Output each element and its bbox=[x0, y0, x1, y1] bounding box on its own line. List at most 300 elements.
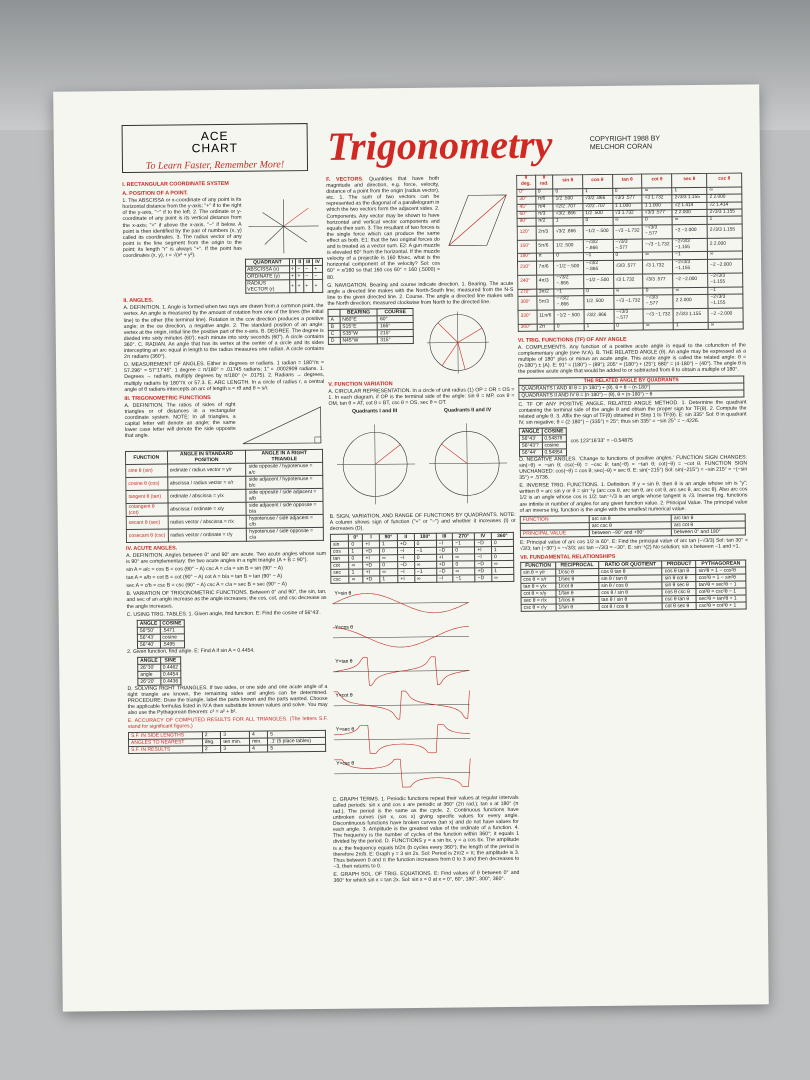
table-cell: −√3/3 −.577 bbox=[643, 225, 673, 239]
table-cell: ∞ bbox=[708, 251, 743, 259]
table-cell: 0.54878 bbox=[542, 435, 566, 442]
trigonometry-chart-sheet bbox=[53, 84, 769, 1011]
table-cell: ∞ bbox=[673, 287, 708, 295]
table-cell: 1/cot θ bbox=[556, 583, 599, 590]
table-cell: 1 1.000 bbox=[642, 202, 672, 210]
table-cell: cot θ sec θ bbox=[663, 603, 697, 610]
table-cell: abscissa / radius vector = x/r bbox=[167, 476, 246, 490]
sine-lookup-table bbox=[137, 656, 181, 685]
table-cell: −2 −2.000 bbox=[708, 308, 743, 322]
column-2 bbox=[326, 175, 520, 977]
table-cell: tan²θ = sec²θ − 1 bbox=[696, 581, 746, 589]
table-cell: 0 bbox=[642, 217, 672, 225]
graph-curve bbox=[332, 592, 468, 613]
table-cell: 1 bbox=[707, 216, 742, 224]
graph-axis bbox=[333, 636, 469, 637]
table-cell: −1 bbox=[583, 253, 613, 261]
table-cell: + bbox=[296, 273, 304, 280]
table-cell: 1 bbox=[584, 323, 614, 331]
table-header: 180° bbox=[414, 533, 436, 540]
table-cell: 1/2 .500 bbox=[554, 239, 584, 253]
table-header: THE RELATED ANGLE BY QUADRANTS bbox=[519, 376, 744, 385]
paragraph: E. GRAPH SOL. OF TRIG. EQUATIONS. E: Find values of θ between 0° and 360° for which sin x = tan 2x. Sol: sin x = 0 at x = 0°, 60°, 180°, 300°, 360°. bbox=[333, 869, 520, 884]
quadrant-label: Quadrants I and III bbox=[351, 408, 398, 415]
cosine-lookup-table bbox=[137, 619, 185, 648]
paragraph: G. NAVIGATION. Bearing and course indicate direction. 1. Bearing. The acute angle a directed line makes with the North-South line; measured from the N-S line to the given directed line. 2. Course. The angle a directed line makes with the North direction; measured clockwise from North to the directed line. bbox=[327, 280, 514, 307]
section-title: IV. ACUTE ANGLES. bbox=[125, 545, 178, 552]
table-cell: 5 bbox=[268, 745, 326, 753]
table-cell: cosine θ (cos) bbox=[126, 477, 168, 490]
table-cell: tan θ = y/x bbox=[521, 583, 556, 590]
table-cell: −2 −2.000 bbox=[673, 273, 708, 287]
table-cell: 1 bbox=[492, 567, 514, 574]
table-header: RECIPROCAL bbox=[555, 562, 598, 569]
table-cell: sin θ cot θ bbox=[662, 575, 696, 582]
table-cell: −√3 −1.732 bbox=[643, 308, 673, 322]
table-cell: ANGLES TO NEAREST bbox=[128, 739, 202, 747]
table-header: III bbox=[436, 533, 453, 540]
table-cell: cotangent θ (cot) bbox=[126, 503, 168, 516]
graph-label: Y=cot θ bbox=[335, 692, 353, 699]
table-cell: +D bbox=[436, 561, 453, 568]
table-row bbox=[518, 322, 743, 332]
table-cell: 1 bbox=[491, 546, 513, 553]
paragraph: C. TF OF ANY POSITIVE ANGLE, RELATED ANGLE METHOD. 1. Determine the quadrant containing the terminal side of the angle θ and obtain the proper sign for TF(θ). 2. Compute the related angle θ. 3. Affix the sign of TF(θ) obtained in Step 1 to TF(θ). E: sin 335° Sol: θ in quadrant IV, sin negative; θ = (2·180°) − (335°) = 25°; thus sin 335° = −sin 25° = −.4226. bbox=[518, 398, 747, 426]
table-header: II bbox=[397, 533, 414, 540]
table-cell: deg. bbox=[202, 739, 221, 746]
fundamental-relationships-table bbox=[520, 559, 747, 611]
table-cell: 0 bbox=[380, 561, 398, 568]
table-header: PRODUCT bbox=[662, 561, 696, 568]
column-3 bbox=[516, 172, 752, 984]
brand-tagline: To Learn Faster, Remember More! bbox=[145, 159, 285, 172]
table-cell: csc²θ = cot²θ + 1 bbox=[696, 602, 746, 610]
table-cell: −√3 −1.732 bbox=[613, 295, 643, 309]
table-cell: 56°50' bbox=[137, 627, 160, 634]
paragraph: 1. The ABSCISSA or x-coordinate of any point is its horizontal distance from the y-axis; "+" if to the right of the y-axis, "−" if to the left. 2. The ordinate or y-coordinate of any point is its vertical distance from the x-axis; "+" if above the x-axis, "−" if below. A point is then identified by the pair of numbers (x, y) called its coordinates. 3. The radius vector of any point is the line segment from the origin to the point; its length "r" is always "+". If the point has coordinates (x, y), r = √(x² + y²). bbox=[122, 196, 242, 260]
table-cell: −√3/3 −.577 bbox=[613, 239, 643, 253]
paragraph: B. VARIATION OF TRIGONOMETRIC FUNCTIONS. Between 0° and 90°, the sin, tan, and sec of an angle increase as the angle increases; the cos, cot, and csc decrease as the angle increases. bbox=[126, 589, 327, 610]
table-cell: −2 −2.000 bbox=[672, 224, 707, 238]
brand-line1: ACE bbox=[200, 128, 229, 144]
table-cell: −I bbox=[398, 568, 415, 575]
table-cell: tangent θ (tan) bbox=[126, 490, 168, 503]
table-cell: hypotenuse / side opposite = c/a bbox=[247, 527, 324, 541]
table-cell: 0 bbox=[380, 547, 398, 554]
table-cell: cot θ / cos θ bbox=[599, 603, 663, 611]
compass-diagram bbox=[417, 307, 498, 378]
table-cell: ORDINATE (y) bbox=[246, 273, 290, 280]
table-cell: −√3 −1.732 bbox=[643, 238, 673, 252]
table-cell: 1/sin θ bbox=[556, 604, 599, 611]
function-graph bbox=[331, 619, 471, 654]
table-cell: − bbox=[304, 266, 313, 273]
table-cell: −√3/2 −.866 bbox=[583, 260, 613, 274]
table-header: ANGLE IN A RIGHT TRIANGLE bbox=[246, 449, 323, 463]
table-cell: 1 bbox=[672, 187, 707, 195]
paragraph: D. MEASUREMENT OF ANGLES. Either in degrees or radians. 1 radian = 180°/π = 57.296° = 57°17'45". 1 degree = π/180° = .01745 radians; 1" = .0002909 radians. 1. Degrees → radians, multiply degrees by π/180° (= .0175). 2. Radians → degrees, multiply radians by 180°/π or 57.3. E. ARC LENGTH. In a circle of radius r, a central angle of θ radians intercepts an arc of length s = rθ and θ = s/r. bbox=[124, 360, 325, 393]
table-cell: 4 bbox=[249, 731, 267, 738]
table-header: COSINE bbox=[160, 620, 184, 627]
table-cell: 2 2.000 bbox=[673, 294, 708, 308]
table-cell: 60° bbox=[377, 315, 413, 322]
table-cell: √3/2 .866 bbox=[583, 196, 613, 204]
table-header: sin θ bbox=[553, 175, 583, 189]
table-cell: S.F. IN SIDE LENGTHS bbox=[128, 732, 202, 740]
graph-label: Y=sin θ bbox=[334, 590, 352, 597]
principal-value-table bbox=[520, 513, 746, 537]
table-cell: +I bbox=[363, 555, 380, 562]
table-cell: +D bbox=[475, 567, 492, 574]
coordinate-figure-block bbox=[244, 196, 323, 294]
table-cell: √2 1.414 bbox=[672, 202, 707, 210]
table-header: SINE bbox=[160, 657, 180, 664]
table-header: COURSE bbox=[377, 308, 413, 315]
table-cell: 3 bbox=[221, 732, 250, 739]
table-cell: π/3 bbox=[536, 211, 554, 219]
section-title: III. TRIGONOMETRIC FUNCTIONS bbox=[124, 394, 211, 402]
table-cell: −√3/3 −.577 bbox=[614, 309, 644, 323]
table-cell: −1 bbox=[414, 547, 436, 554]
table-cell: +I bbox=[363, 541, 380, 548]
table-cell: 0 bbox=[535, 189, 553, 197]
chart-header bbox=[53, 84, 760, 181]
table-cell: ∞ bbox=[642, 188, 672, 196]
navigation-block bbox=[327, 307, 514, 379]
table-header: RATIO OR QUOTIENT bbox=[598, 561, 662, 569]
table-cell: 5 bbox=[268, 731, 326, 739]
table-cell: csc θ tan θ bbox=[662, 596, 696, 603]
table-row bbox=[138, 678, 181, 685]
table-cell: cos θ tan θ bbox=[662, 568, 696, 575]
table-cell: arc tan θ bbox=[671, 514, 745, 522]
table-cell: − bbox=[296, 266, 304, 273]
table-cell: 60° bbox=[517, 211, 536, 219]
copyright-line1: COPYRIGHT 1988 BY bbox=[589, 135, 661, 144]
table-header: PYTHAGOREAN bbox=[696, 560, 746, 568]
table-cell: −√3/2 −.866 bbox=[554, 274, 584, 288]
table-header: θ rad. bbox=[535, 175, 553, 189]
table-cell: 0.4462 bbox=[160, 664, 180, 671]
table-cell: √3/3 .577 bbox=[612, 195, 642, 203]
table-cell: 2 2.000 bbox=[707, 238, 742, 252]
section-title: V. FUNCTION VARIATION bbox=[328, 381, 393, 388]
table-cell: sin bbox=[330, 541, 348, 548]
paragraph: B. SIGN, VARIATION, AND RANGE OF FUNCTIONS BY QUADRANTS. NOTE: A column shows sign of function ("+" or "−") and whether it increases (I) or decreases (D). bbox=[329, 511, 516, 532]
table-cell: −I bbox=[398, 547, 415, 554]
table-cell: 0 bbox=[584, 288, 614, 296]
table-cell: cos²θ = 1 − sin²θ bbox=[696, 574, 746, 582]
table-cell: + bbox=[290, 280, 297, 293]
table-cell: − bbox=[304, 273, 313, 280]
table-cell: ∞ bbox=[492, 560, 514, 567]
table-cell: side opposite / hypotenuse = a/c bbox=[246, 462, 323, 476]
table-cell: between −90° and +90° bbox=[589, 528, 671, 536]
table-cell: sec bbox=[331, 569, 349, 576]
table-cell: −√3/2 −.866 bbox=[583, 239, 613, 253]
interpolation-result: cos 123°16'33" = −0.54875 bbox=[570, 437, 633, 445]
table-cell: S.F. IN RESULTS bbox=[129, 746, 203, 754]
function-graph bbox=[332, 755, 472, 790]
table-cell: 1/tan θ bbox=[556, 590, 599, 597]
table-cell: N45°W bbox=[340, 337, 378, 344]
table-cell: ∞ bbox=[414, 575, 436, 582]
table-cell: sin θ / cos θ bbox=[599, 582, 663, 590]
table-cell: 45° bbox=[517, 204, 536, 212]
section-title: VII. FUNDAMENTAL RELATIONSHIPS bbox=[520, 553, 616, 561]
paragraph: 2. Given function, find angle. E: Find A if sin A = 0.4454. bbox=[127, 647, 255, 655]
table-header: COSINE bbox=[542, 428, 566, 435]
table-cell: −√3/2 −.866 bbox=[554, 296, 584, 310]
table-cell: sin θ = y/r bbox=[521, 569, 556, 576]
table-cell: 1 bbox=[379, 540, 397, 547]
table-cell: 56°44' bbox=[519, 449, 542, 456]
table-cell: + bbox=[290, 266, 294, 273]
table-cell: 2√3/3 1.155 bbox=[707, 209, 742, 217]
table-cell: − bbox=[313, 273, 323, 280]
table-row bbox=[246, 280, 323, 294]
section-title: VI. TRIG. FUNCTIONS (TF) OF ANY ANGLE bbox=[517, 336, 627, 344]
vector-parallelogram-diagram bbox=[442, 175, 513, 254]
table-cell: radius vector / abscissa = r/x bbox=[168, 515, 247, 529]
formula-line: sec A = c/b = csc B = csc (90° − A) csc A = c/a = sec B = sec (90° − A) bbox=[126, 581, 287, 590]
table-cell: 0 bbox=[612, 188, 642, 196]
table-cell: −D bbox=[475, 539, 492, 546]
table-cell: side opposite / side adjacent = a/b bbox=[246, 488, 323, 502]
table-cell: 0 bbox=[583, 218, 613, 226]
table-cell: +D bbox=[363, 576, 380, 583]
table-header: ANGLE bbox=[138, 657, 161, 664]
table-cell: QUADRANTS II AND IV θ = (n·180°) − (θ), θ = (n·180°) − θ bbox=[519, 390, 744, 399]
brand-line2: CHART bbox=[191, 140, 238, 156]
table-cell: √3/2 .866 bbox=[584, 309, 614, 323]
paragraph: E. ACCURACY OF COMPUTED RESULTS FOR ALL TRIANGLES. (The letters S.F. stand for significant figures.) bbox=[127, 716, 328, 731]
table-cell: √2/2 .707 bbox=[583, 203, 613, 211]
table-cell: cot θ = x/y bbox=[521, 590, 556, 597]
table-cell: √3 1.732 bbox=[643, 260, 673, 274]
table-cell: 2√3/3 1.155 bbox=[673, 308, 708, 322]
paragraph: E: Principal value of arc cos 1/2 is 60°. E: Find the principal value of arc tan (−√3/3) Sol: tan 30° = √3/3; tan (−30°) = −√3/3; arc tan −√3/3 = −30°. E: sin⁻¹(2) No solution; sin x between −1 and +1. bbox=[519, 537, 748, 552]
table-cell: 2 bbox=[202, 746, 221, 753]
table-cell: 1/2 .500 bbox=[583, 210, 613, 218]
table-cell: 0.54854 bbox=[542, 449, 566, 456]
table-cell: side adjacent / hypotenuse = b/c bbox=[246, 475, 323, 489]
table-cell: 1 bbox=[349, 548, 363, 555]
table-cell: FUNCTION bbox=[520, 515, 589, 523]
table-cell: −1 bbox=[414, 568, 436, 575]
paragraph: C. GRAPH TERMS. 1. Periodic functions repeat their values at regular intervals called periods: sin x and cos x are periodic at 360° (2π rad.); tan x at 180° (π rad.). The period is the same as the cycle. 2. Continuous functions have unbroken curves (sin x, cos x) giving specific values for every angle. Discontinuous functions have broken curves (tan x) and do not have values for each angle. 3. Amplitude is the greatest value of the ordinate of a function. 4. The frequency is the number of cycles of the function within 360°; it equals 1 divided by the period. D. FUNCTIONS y = a sin bx, y = a cos bx. The amplitude is a; the frequency equals b/2π (b cycles every 360°); the length of the period is therefore 2π/b. E: Graph y = 3 sin 2x. Sol: Period is 2π/2 = π; the amplitude is 3. Thus between 0 and π the function increases from 0 to 3 and then decreases to −3, then returns to 0. bbox=[332, 794, 520, 870]
table-cell: −1 bbox=[554, 288, 584, 296]
table-cell: √3 1.732 bbox=[642, 195, 672, 203]
table-cell: √3/3 .577 bbox=[643, 273, 673, 287]
table-cell: .5495 bbox=[160, 641, 184, 648]
table-cell: +D bbox=[397, 540, 414, 547]
paragraph: A. DEFINITION. The ratios of sides of right triangles or of distances in a rectangular coordinate system. NOTE: In all triangles, a capital letter will denote an angle; the same lower case letter will denote the side opposite that angle. bbox=[124, 401, 236, 440]
table-header: 360° bbox=[491, 532, 513, 539]
table-cell: −1/2 −.500 bbox=[584, 274, 614, 288]
table-cell: 1 bbox=[349, 569, 363, 576]
table-cell: sec²θ = tan²θ + 1 bbox=[696, 595, 746, 603]
table-cell: 0 bbox=[554, 323, 584, 331]
quadrant-label: Quadrants II and IV bbox=[443, 407, 492, 414]
function-graphs bbox=[330, 585, 472, 796]
table-cell: N60°E bbox=[340, 316, 378, 323]
table-cell: 1/cos θ bbox=[556, 597, 599, 604]
table-cell: −1/2 −.500 bbox=[554, 309, 584, 323]
table-cell: 360° bbox=[518, 324, 537, 332]
table-cell: −D bbox=[436, 568, 453, 575]
table-cell: tan θ / sin θ bbox=[599, 596, 663, 604]
table-cell: 1/2 .500 bbox=[584, 295, 614, 309]
table-cell: 180° bbox=[517, 254, 536, 262]
table-cell: sin θ sec θ bbox=[662, 582, 696, 589]
table-cell: PRINCIPAL VALUE bbox=[520, 529, 589, 537]
table-cell: 0 bbox=[491, 539, 513, 546]
table-cell: ordinate / abscissa = y/x bbox=[167, 489, 246, 503]
special-angles-table bbox=[516, 173, 744, 332]
table-cell: ten min. bbox=[221, 739, 250, 746]
table-header: cos θ bbox=[583, 174, 613, 188]
table-cell: cos θ tan θ bbox=[599, 568, 663, 576]
section-title: I. RECTANGULAR COORDINATE SYSTEM bbox=[122, 180, 229, 189]
table-cell: sin²θ = 1 − cos²θ bbox=[696, 567, 746, 575]
table-cell: ∞ bbox=[349, 576, 363, 583]
table-cell: 0 bbox=[349, 555, 363, 562]
table-cell: −2√3/3 −1.155 bbox=[708, 294, 743, 308]
table-cell: RADIUS VECTOR (r) bbox=[246, 280, 290, 293]
function-definition-table bbox=[125, 449, 324, 543]
table-cell: ABSCISSA (x) bbox=[246, 266, 290, 273]
table-cell: secant θ (sec) bbox=[126, 516, 168, 529]
table-cell: 26°30' bbox=[138, 664, 161, 671]
table-header: ANGLE IN STANDARD POSITION bbox=[167, 450, 246, 464]
table-row bbox=[126, 527, 323, 542]
table-cell: +I bbox=[436, 554, 453, 561]
table-cell: ∞ bbox=[492, 574, 514, 581]
table-cell: −√3 −1.732 bbox=[613, 225, 643, 239]
function-graph bbox=[332, 721, 472, 756]
table-cell: √2/2 .707 bbox=[553, 203, 583, 211]
table-cell: +D bbox=[363, 562, 380, 569]
table-cell: √3/2 .866 bbox=[553, 211, 583, 219]
table-cell: 0 bbox=[554, 253, 584, 261]
table-cell: + bbox=[313, 280, 323, 293]
table-cell: side adjacent / side opposite = b/a bbox=[246, 501, 323, 515]
table-cell: ∞ bbox=[414, 561, 436, 568]
table-row bbox=[520, 528, 745, 537]
table-cell: 2√3/3 1.155 bbox=[707, 224, 742, 238]
unit-circle-diagrams bbox=[329, 413, 516, 511]
table-header: II bbox=[296, 259, 304, 266]
quadrant-sign-table bbox=[245, 258, 323, 294]
table-cell: 1/2 .500 bbox=[553, 196, 583, 204]
table-cell: −I bbox=[436, 575, 453, 582]
table-cell: 5π/6 bbox=[536, 240, 554, 254]
table-cell: −D bbox=[398, 561, 415, 568]
table-cell: min. bbox=[250, 738, 268, 745]
table-header: IV bbox=[475, 532, 492, 539]
coordinate-block bbox=[122, 196, 323, 295]
graph-curve bbox=[333, 656, 469, 685]
table-cell: 0 bbox=[414, 540, 436, 547]
table-cell: 210° bbox=[518, 261, 537, 275]
table-cell: cosecant θ (csc) bbox=[126, 529, 168, 542]
table-header: IV bbox=[313, 259, 323, 266]
table-cell: 0.4454 bbox=[160, 671, 180, 678]
table-cell: C bbox=[328, 330, 340, 337]
table-row bbox=[521, 602, 746, 611]
paragraph: D. SOLVING RIGHT TRIANGLES. If two sides, or one side and one acute angle of a right triangle are known, the remaining sides and angles can be determined. PROCEDURE: Draw the triangle, label the parts known and the parts wanted. Choose the applicable formulas listed in IV:A then substitute known values and solve. You may also use the Pythagorean theorem: c² = a² + b². bbox=[127, 683, 328, 717]
significant-figures-table bbox=[128, 730, 326, 754]
table-header: ANGLE bbox=[519, 428, 542, 435]
table-cell: 215° bbox=[378, 329, 414, 336]
table-cell: −1 bbox=[453, 540, 475, 547]
brand-box bbox=[122, 123, 308, 173]
paragraph: A. DEFINITION. Angles between 0° and 90° are acute. Two acute angles whose sum is 90° are complementary: the two acute angles in a right triangle (A + B = 90°). bbox=[126, 550, 327, 565]
table-cell: B bbox=[328, 323, 340, 330]
vector-block bbox=[326, 175, 513, 283]
table-cell: arc cot θ bbox=[671, 521, 745, 529]
table-cell: 0° bbox=[517, 189, 536, 197]
table-cell: −√3/3 −.577 bbox=[643, 295, 673, 309]
paragraph: A. COMPLEMENTS. Any function of a positive acute angle is equal to the cofunction of the complementary angle (see IV:A). B. THE RELATED ANGLE (θ). An angle may be expressed as a multiple of 180° plus or minus an acute angle. This acute angle is called the related angle: θ = (n·180°) ± (A). E: 91° = (180°) − (89°); 205° = (180°) + (25°); 680° = (4·180°) − (40°). The angle θ is the positive acute angle that would be added to or subtracted from θ to obtain a multiple of 180°. bbox=[517, 342, 747, 376]
table-cell: 0 bbox=[553, 188, 583, 196]
table-cell: −D bbox=[436, 547, 453, 554]
table-cell: cos θ / sin θ bbox=[599, 589, 663, 597]
table-cell: √3/3 .577 bbox=[613, 260, 643, 274]
table-cell: 0 bbox=[453, 547, 475, 554]
table-cell: 0 bbox=[453, 561, 475, 568]
table-cell: +I bbox=[363, 569, 380, 576]
table-cell: ∞ bbox=[380, 568, 398, 575]
table-cell: QUADRANTS I AND III θ = (n·180°) + (θ), θ = θ − (n·180°) bbox=[519, 383, 744, 392]
table-header: sec θ bbox=[672, 173, 707, 187]
table-cell: +D bbox=[363, 548, 380, 555]
table-cell: −I bbox=[436, 540, 453, 547]
table-row bbox=[328, 336, 413, 344]
table-cell: −2√3/3 −1.155 bbox=[673, 238, 708, 252]
table-cell: 330° bbox=[518, 310, 537, 324]
subsection-title: A. POSITION OF A POINT. bbox=[122, 190, 188, 198]
table-header: θ deg. bbox=[517, 175, 536, 189]
right-triangle-diagram bbox=[238, 401, 324, 448]
table-header: I bbox=[363, 534, 380, 541]
table-cell: D bbox=[328, 337, 340, 344]
table-cell: + bbox=[296, 280, 304, 293]
table-header: ANGLE bbox=[137, 620, 160, 627]
table-cell: radius vector / ordinate = r/y bbox=[168, 528, 247, 542]
table-header-row bbox=[125, 449, 322, 464]
table-cell: +I bbox=[398, 575, 415, 582]
table-cell: A bbox=[328, 316, 340, 323]
table-cell: √3/2 .866 bbox=[553, 226, 583, 240]
table-cell: csc θ = r/y bbox=[521, 604, 556, 611]
table-cell: S35°W bbox=[340, 330, 378, 337]
table-cell: −2√3/3 −1.155 bbox=[673, 259, 708, 273]
table-cell: +I bbox=[475, 546, 492, 553]
table-header: FUNCTION bbox=[521, 562, 556, 569]
function-graph bbox=[331, 687, 471, 722]
table-cell: 0 bbox=[349, 541, 363, 548]
table-cell: −1 bbox=[673, 252, 708, 260]
table-cell: 2π/3 bbox=[536, 226, 554, 240]
table-cell: 2π bbox=[537, 324, 555, 332]
graph-axis bbox=[334, 738, 470, 739]
sign-variation-table bbox=[330, 532, 515, 584]
table-cell: 240° bbox=[518, 275, 537, 289]
table-header: 90° bbox=[379, 533, 397, 540]
table-cell: 56°43' bbox=[137, 634, 160, 641]
